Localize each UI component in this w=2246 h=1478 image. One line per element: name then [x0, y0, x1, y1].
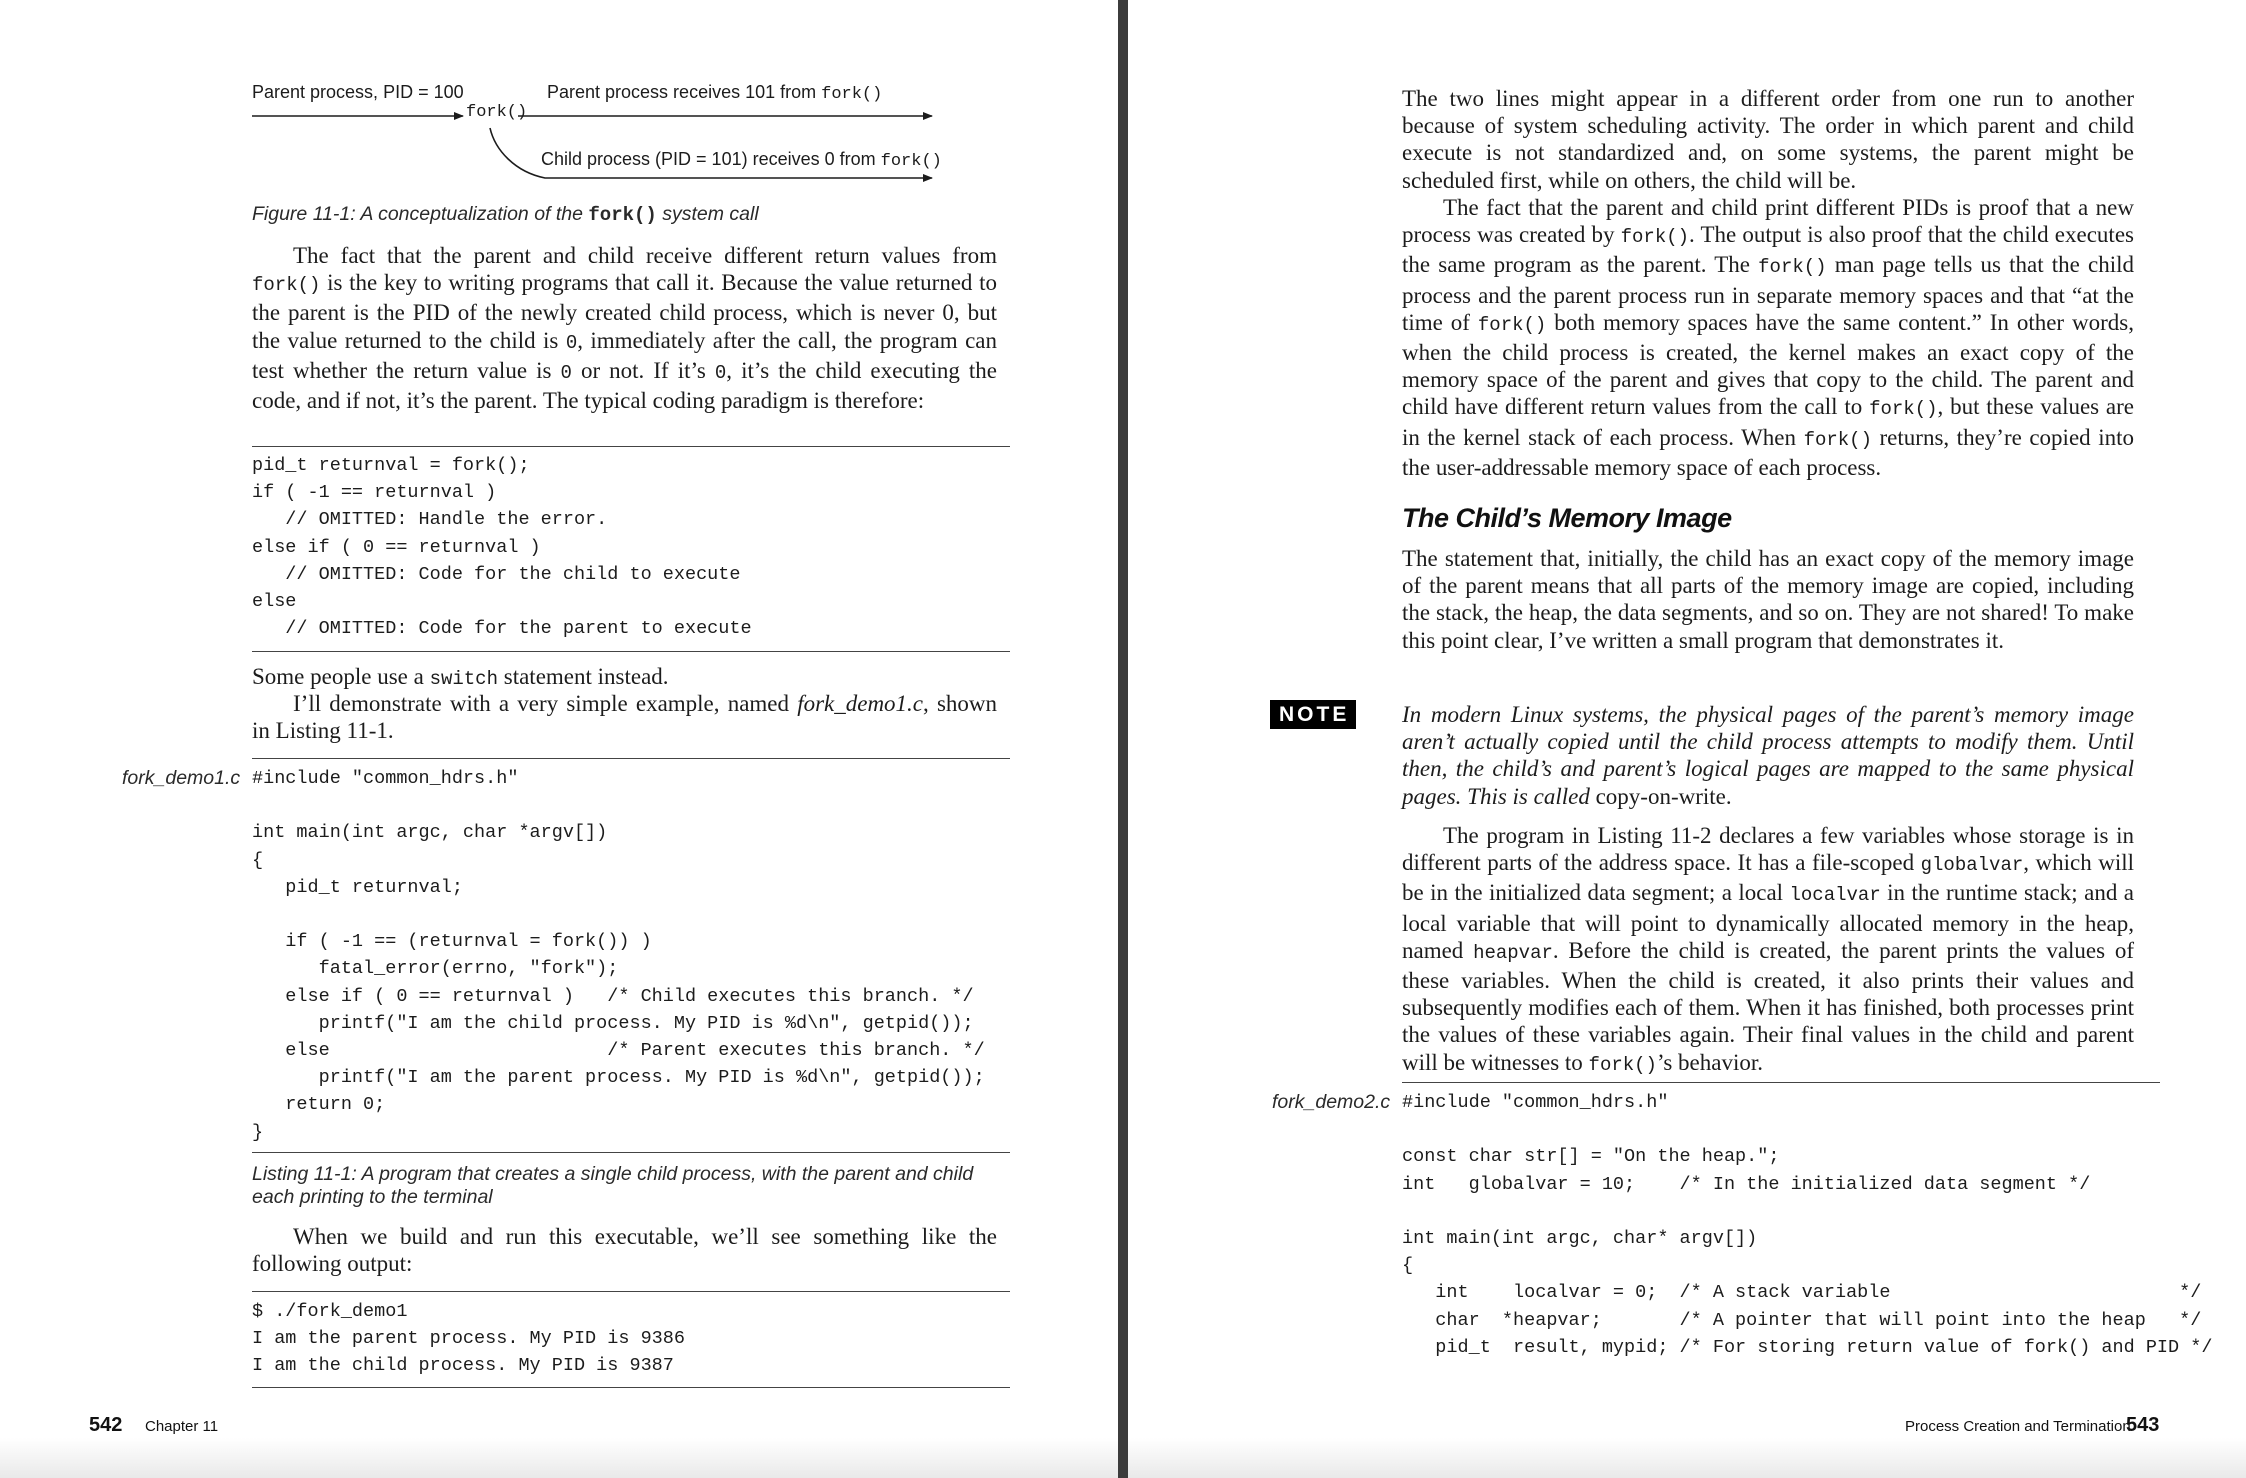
note-badge: NOTE: [1270, 700, 1356, 729]
filename-italic: fork_demo1.c: [797, 691, 924, 716]
figure-caption-post: system call: [656, 203, 759, 225]
para-text: , immediately after the call, the program can test whether the return value is: [252, 327, 997, 383]
listing-filename: fork_demo1.c: [122, 767, 241, 789]
rule: [252, 1387, 1010, 1388]
section-heading: The Child’s Memory Image: [1402, 503, 1732, 533]
para-text: . Before the child is created, the parent prints the values of these variables. When the child is created, it also prints their values and subsequently modifies each of them. When it has finished, both processes print the values of these variables again. Their final values in the child and parent will be witnesses to: [1402, 937, 2134, 1075]
listing-filename: fork_demo2.c: [1272, 1091, 1391, 1113]
note-text: [1402, 701, 2134, 810]
para-text: . The output is also proof that the child executes the same program as the parent. The: [1402, 222, 2134, 278]
inline-code: 0: [565, 331, 578, 354]
fork-to-child-arrow: [490, 128, 932, 178]
para-text: I’ll demonstrate with a very simple example, named: [293, 691, 798, 716]
figure-fork-code: fork(): [466, 103, 528, 122]
para-text: , shown in Listing 11-1.: [252, 691, 998, 744]
listing-2-code: #include "common_hdrs.h" const char str[] = "On the heap."; int globalvar = 10; /* In the initialized data segment */ int main(int argc, char* argv[]) { int localvar = 0; /* A stack variable */ char *heapvar; /* A pointer that will point into the heap */ pid_t result, mypid; /* For storing return value of fork() and PID */: [1402, 1092, 2213, 1358]
para-text: returns, they’re copied into the user-addressable memory space of each process.: [1402, 424, 2134, 480]
page-number-right: 543: [2126, 1414, 2160, 1436]
inline-code: globalvar: [1920, 854, 2024, 877]
terminal-output-block: $ ./fork_demo1 I am the parent process. My PID is 9386 I am the child process. My PID is 9387: [252, 1301, 685, 1377]
book-gutter: [1118, 0, 1128, 1478]
inline-code: fork(): [1869, 398, 1938, 421]
para-text: The fact that the parent and child receive different return values from: [293, 243, 997, 268]
paragraph-proof: [1402, 194, 2134, 481]
para-text: man page tells us that the child process and the parent process run in separate memory spaces and that “at the time of: [1402, 252, 2135, 335]
para-text: is the key to writing programs that call it. Because the value returned to the parent is the PID of the newly created child process, which is never 0, but the value returned to the child is: [252, 270, 997, 353]
para-text: The fact that the parent and child print different PIDs is proof that a new process was created by: [1402, 195, 2134, 248]
fork-figure: [0, 0, 1118, 210]
inline-code: heapvar: [1473, 941, 1553, 964]
page-shadow: [1128, 1438, 2246, 1478]
figure-caption-code: fork(): [588, 204, 657, 226]
para-text: , it’s the child executing the code, and if not, it’s the parent. The typical coding paradigm is therefore:: [252, 357, 997, 414]
listing-1-code: #include "common_hdrs.h" int main(int argc, char *argv[]) { pid_t returnval; if ( -1 == (returnval = fork()) ) fatal_error(errno, "fork"); else if ( 0 == returnval ) /* Child executes this branch. */ printf("I am the child process. My PID is %d\n", getpid()); else /* Parent executes this branch. */ printf("I am the parent process. My PID is %d\n", getpid()); return 0; }: [252, 768, 985, 1143]
footer-title: Process Creation and Termination: [1905, 1418, 2131, 1435]
note-italic-text: In modern Linux systems, the physical pages of the parent’s memory image aren’t actually copied until the child process attempts to modify them. Until then, the child’s and parent’s logical pages are mapped to the same physical pages. This is called: [1402, 702, 2134, 809]
para-text: in the runtime stack; and a local variable that will point to dynamically allocated memory in the heap, named: [1402, 880, 2134, 963]
paragraph-order: The two lines might appear in a different order from one run to another because of system scheduling activity. The order in which parent and child execute is not standardized and, on some systems, the parent might be scheduled first, while on others, the child will be.: [1402, 86, 2134, 193]
figure-child-receives-text: Child process (PID = 101) receives 0 from: [541, 149, 881, 169]
rule: [252, 651, 1010, 652]
page-number-left: 542: [89, 1414, 123, 1436]
paragraph-memory-image: The statement that, initially, the child has an exact copy of the memory image of the parent means that all parts of the memory image are copied, including the stack, the heap, the data segments, and so on. They are not shared! To make this point clear, I’ve written a small program that demonstrates it.: [1402, 546, 2134, 653]
figure-arrows: [0, 0, 1118, 210]
paragraph-build-run: When we build and run this executable, we’ll see something like the following output:: [252, 1224, 997, 1277]
para-text: or not. If it’s: [571, 357, 715, 383]
rule: [252, 1291, 1010, 1292]
right-page: [1128, 0, 2246, 1478]
inline-code: 0: [714, 361, 727, 384]
para-text: , but these values are in the kernel stack of each process. When: [1402, 394, 2135, 450]
figure-caption-pre: Figure 11-1: A conceptualization of the: [252, 203, 589, 225]
figure-parent-receives-text: Parent process receives 101 from: [547, 82, 822, 102]
page-shadow: [0, 1438, 1118, 1478]
rule: [252, 758, 1010, 759]
para-text: , which will be in the initialized data segment; a local: [1402, 850, 2134, 906]
para-text: Some people use a: [252, 664, 430, 689]
para-text: both memory spaces have the same content.” In other words, when the child process is created, the kernel makes an exact copy of the memory space of the parent and gives that copy to the child. The parent and child have different return values from the call to: [1402, 309, 2134, 420]
inline-code: fork(): [1803, 428, 1872, 451]
inline-code: 0: [560, 361, 572, 384]
paragraph-switch: [252, 663, 997, 693]
para-text: statement instead.: [498, 664, 669, 689]
code-paradigm-block: pid_t returnval = fork(); if ( -1 == returnval ) // OMITTED: Handle the error. else if ( 0 == returnval ) // OMITTED: Code for the child to execute else // OMITTED: Code for the parent to execute: [252, 455, 752, 640]
left-page: [0, 0, 1118, 1478]
inline-code: fork(): [252, 274, 321, 297]
rule: [252, 446, 1010, 447]
paragraph-demonstrate: [252, 690, 997, 744]
figure-parent-label: Parent process, PID = 100: [252, 82, 464, 102]
footer-chapter: Chapter 11: [145, 1418, 219, 1435]
figure-child-receives-code: fork(): [880, 152, 942, 171]
inline-code: fork(): [1588, 1053, 1657, 1076]
rule: [1402, 1082, 2160, 1083]
inline-code: fork(): [1620, 226, 1690, 249]
figure-parent-receives-code: fork(): [821, 85, 883, 104]
paragraph-listing-intro: [1402, 822, 2134, 1079]
paragraph-return-values: [252, 242, 997, 414]
note-term: copy-on-write.: [1595, 783, 1732, 809]
para-text: ’s behavior.: [1656, 1049, 1764, 1075]
para-text: The program in Listing 11-2 declares a few variables whose storage is in different parts of the address space. It has a file-scoped: [1402, 823, 2134, 876]
inline-code: fork(): [1758, 256, 1827, 279]
inline-code: localvar: [1789, 884, 1881, 907]
rule: [252, 1152, 1010, 1153]
inline-code: fork(): [1477, 313, 1547, 336]
listing-caption: Listing 11-1: A program that creates a single child process, with the parent and child each printing to the terminal: [252, 1163, 974, 1208]
inline-code: switch: [429, 668, 498, 690]
figure-caption: [252, 203, 759, 227]
